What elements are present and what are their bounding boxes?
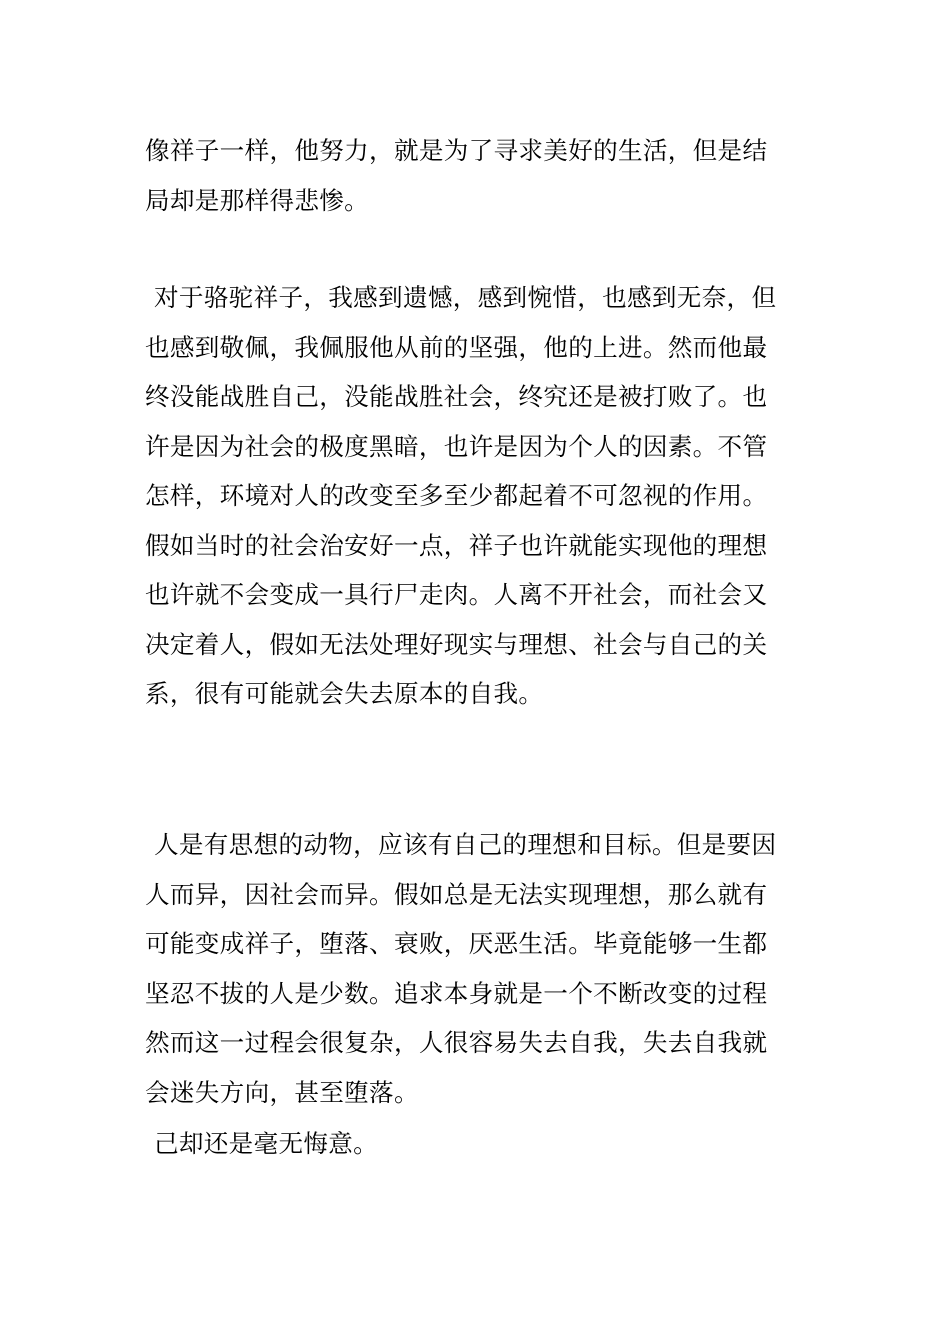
text-line: 也许就不会变成一具行尸走肉。人离不开社会，而社会又 <box>145 580 768 609</box>
text-line: 然而这一过程会很复杂，人很容易失去自我，失去自我就 <box>145 1028 768 1057</box>
text-line: 会迷失方向，甚至堕落。 <box>145 1077 419 1107</box>
text-line: 决定着人，假如无法处理好现实与理想、社会与自己的关 <box>145 629 768 659</box>
text-line: 局却是那样得悲惨。 <box>145 185 370 215</box>
text-line: 终没能战胜自己，没能战胜社会，终究还是被打败了。也 <box>145 382 768 411</box>
text-line: 系，很有可能就会失去原本的自我。 <box>145 679 544 708</box>
paragraph-1 <box>145 126 825 225</box>
text-line: 人而异，因社会而异。假如总是无法实现理想，那么就有 <box>145 879 768 909</box>
text-line: 可能变成祥子，堕落、衰败，厌恶生活。毕竟能够一生都 <box>145 929 768 958</box>
text-line: 对于骆驼祥子，我感到遗憾，感到惋惜，也感到无奈，但 <box>154 283 777 312</box>
text-line: 人是有思想的动物，应该有自己的理想和目标。但是要因 <box>154 830 777 859</box>
text-line: 也感到敬佩，我佩服他从前的坚强，他的上进。然而他最 <box>145 332 768 362</box>
text-line: 怎样，环境对人的改变至多至少都起着不可忽视的作用。 <box>145 481 768 510</box>
text-line: 坚忍不拔的人是少数。追求本身就是一个不断改变的过程 <box>145 978 768 1008</box>
text-line: 像祥子一样，他努力，就是为了寻求美好的生活，但是结 <box>145 136 768 165</box>
text-line: 假如当时的社会治安好一点，祥子也许就能实现他的理想 <box>145 530 768 560</box>
paragraph-4 <box>145 1119 825 1169</box>
text-line: 己却还是毫无悔意。 <box>154 1129 379 1158</box>
text-line: 许是因为社会的极度黑暗，也许是因为个人的因素。不管 <box>145 431 768 461</box>
paragraph-2 <box>145 273 825 719</box>
paragraph-3 <box>145 820 825 1117</box>
